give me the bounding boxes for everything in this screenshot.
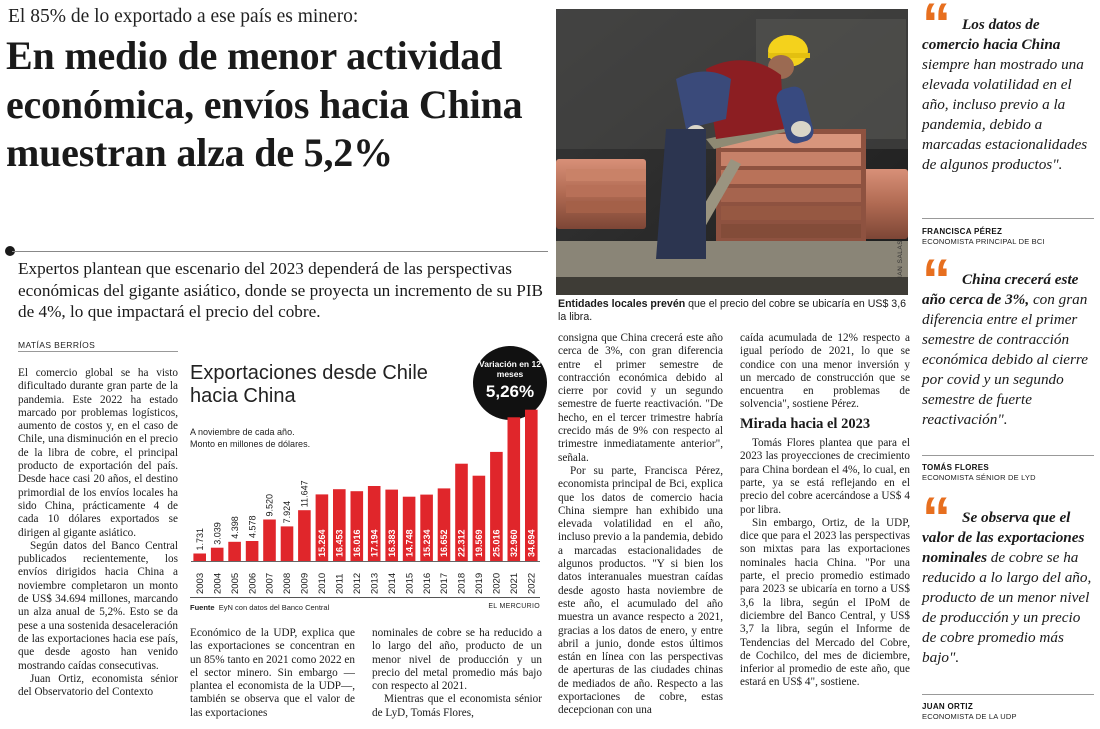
exports-chart [188,354,544,616]
quote-author: TOMÁS FLORES [922,463,990,472]
bar-value-label: 22.312 [456,529,467,557]
chart-divider [190,597,540,598]
x-tick-label: 2011 [334,573,346,594]
badge-label: Variación en 12 meses [479,359,541,379]
paragraph: El comercio global se ha visto dificultado durante gran parte de la pandemia. Este 2022 ha estado marcado por problemas logísticos, aumento de costos y, en el caso de Chile, una disminución en el precio de la libra de cobre, el principal producto de exportación del país. Desde hace casi 20 años, el destino primordial de los envíos locales ha sido China, prácticamente 4 de cada 10 dólares exportados se dirigen al gigante asiático. [18,367,178,539]
x-tick-label: 2008 [282,572,294,594]
chart-source [190,603,329,612]
x-tick-label: 2016 [421,572,433,594]
quote-author-role: ECONOMISTA DE LA UDP [922,712,1017,721]
x-tick-label: 2005 [229,572,241,594]
bar-chart-svg [188,354,544,598]
bar-value-label: 17.194 [369,529,380,557]
photo-caption [558,298,908,324]
paragraph: Mientras que el economista sénior de LyD, Tomás Flores, [372,693,542,719]
deck: Expertos plantean que escenario del 2023 dependerá de las perspectivas económicas del gigante asiático, donde se proyecta un incremento de su PIB de 4%, lo que impactará el precio del cobre. [18,259,544,321]
bar-2007 [263,520,276,562]
bar-value-label: 32.960 [509,529,519,557]
paragraph: consigna que China crecerá este año cerca de 3%, con gran diferencia entre el primer semestre de contracción económica debido al cierre por covid y un segundo semestre de fuerte reactivación. "De hecho, en el tercer trimestre habría crecido más de 9% con respecto al trimestre inmediatamente anterior", señala. [558,332,723,464]
quote-mark-icon: “ [922,248,951,313]
bar-value-label: 4.398 [229,516,240,539]
quote-divider [922,455,1094,456]
bar-2003 [193,554,206,562]
bar-value-label: 9.520 [264,493,275,517]
photo-copper-worker [556,9,908,295]
subheading: Mirada hacia el 2023 [740,415,871,432]
chart-subtitle-line: A noviembre de cada año. [190,427,295,437]
x-tick-label: 2017 [439,572,451,594]
caption-text: que el precio del cobre se ubicaría en US$ 3,6 la libra. [558,298,907,323]
paragraph: nominales de cobre se ha reducido a lo largo del año, producto de un menor nivel de producción y un precio del metal promedio más bajo con respecto al 2021. [372,627,542,693]
quote-mark-icon: “ [922,0,951,57]
photo-credit: IAN SALAS [897,239,904,278]
paragraph: Juan Ortiz, economista sénior del Observatorio del Contexto [18,672,178,699]
bar-value-label: 15.234 [421,529,432,557]
pull-quote [922,15,1094,175]
quote-text: con gran diferencia entre el primer semestre de contracción económica debido al cierre por covid y un segundo semestre de fuerte reactivación". [922,291,1089,428]
column-5 [740,332,910,729]
x-tick-label: 2012 [352,572,363,594]
quote-bold: Los datos de comercio hacia China [922,16,1061,53]
source-text: EyN con datos del Banco Central [218,603,330,612]
bar-value-label: 16.016 [352,529,362,557]
x-tick-label: 2006 [247,572,259,594]
chart-subtitle-line: Monto en millones de dólares. [190,438,311,449]
pull-quote [922,270,1094,430]
quote-author-role: ECONOMISTA SÉNIOR DE LYD [922,473,1036,482]
source-label: Fuente [190,603,215,612]
chart-credit: EL MERCURIO [488,603,540,610]
column-1 [18,367,178,729]
x-tick-label: 2004 [212,572,224,594]
caption-bold: Entidades locales prevén [558,298,686,310]
bar-value-label: 34.694 [526,529,537,557]
quote-divider [922,218,1094,219]
column-2 [190,627,355,729]
headline-divider [12,251,548,252]
chart-title: Exportaciones desde Chile hacia China [190,362,428,407]
bar-2009 [298,510,311,561]
x-tick-label: 2003 [194,572,206,594]
paragraph: Por su parte, Francisca Pérez, economista principal de Bci, explica que los datos de comercio hacia China siempre han exhibido una elevada volatilidad en el año, incluso previo a la pandemia, debido a marcadas estacionalidades de algunos productos. "Y si bien los datos interanuales muestran caídas desde agosto hasta noviembre de este año, el acumulado del año muestra un avance respecto a 2021, gracias a los datos de enero, y entre abril a junio, donde estos últimos están en línea con las perspectivas de aperturas de las ciudades chinas de mediados de año. Respecto a las exportaciones de cobre, estas decepcionan con una [558,464,723,717]
paragraph: caída acumulada de 12% respecto a igual período de 2021, lo que se condice con una menor inversión y un mercado de construcción que se encuentra en problemas de solvencia", sostiene Pérez. [740,332,910,411]
x-tick-label: 2009 [299,572,311,594]
x-tick-label: 2010 [317,572,329,594]
bar-value-label: 14.748 [404,529,415,557]
bar-2004 [211,548,224,561]
quote-author: JUAN ORTIZ [922,702,973,711]
quote-author: FRANCISCA PÉREZ [922,227,1003,236]
quotes-sidebar [922,0,1100,729]
x-tick-label: 2022 [526,572,538,594]
quote-text: de cobre se ha reducido a lo largo del año, producto de un menor nivel de producción y un precio de cobre promedio más bajo". [922,549,1092,666]
bar-value-label: 15.264 [317,529,328,557]
x-tick-label: 2014 [386,572,398,594]
bar-value-label: 25.016 [491,529,502,557]
bar-value-label: 11.647 [299,480,310,508]
column-3 [372,627,542,729]
quote-bold: Se observa que el valor de las exportaciones nominales [922,509,1085,566]
x-tick-label: 2007 [264,572,276,594]
column-4 [558,332,723,729]
x-tick-label: 2013 [369,572,381,594]
bar-value-label: 4.578 [247,515,258,538]
bar-value-label: 16.652 [439,529,450,557]
quote-text: siempre han mostrado una elevada volatilidad en el año, incluso previo a la pandemia, debido a marcadas estacionalidades de algunos productos". [922,56,1088,173]
bar-value-label: 19.569 [474,529,485,557]
photo-illustration [556,9,908,295]
quote-author-role: ECONOMISTA PRINCIPAL DE BCI [922,237,1045,246]
paragraph: Económico de la UDP, explica que las exportaciones se concentran en un 85% tanto en 2021 como 2022 en el sector minero. Sin embargo —plantea el economista de la UDP—, también se observa que el valor de las exportaciones [190,627,355,719]
bar-2006 [246,541,259,561]
bar-value-label: 1.731 [194,527,205,551]
byline-divider [18,351,178,352]
kicker: El 85% de lo exportado a ese país es minero: [8,6,359,27]
quote-bold: China crecerá este año cerca de 3%, [922,271,1079,308]
headline: En medio de menor actividad económica, envíos hacia China muestran alza de 5,2% [6,33,523,175]
bar-2008 [281,526,294,561]
paragraph: Sin embargo, Ortiz, de la UDP, dice que para el 2023 las perspectivas son mixtas para las exportaciones nominales hacia China. "Por una parte, el precio promedio estimado para 2023 se ubicaría en torno a US$ 3,6 la libra, según el IPoM de diciembre del Banco Central, y US$ 3,7 la libra, según el Informe de Tendencias del Mercado del Cobre, de Cochilco, del mes de diciembre, inferior al promedio de este año, que estará en US$ 4", sostiene. [740,516,910,689]
x-tick-label: 2015 [404,572,416,594]
quote-divider [922,694,1094,695]
bar-value-label: 7.924 [282,500,293,524]
paragraph: Tomás Flores plantea que para el 2023 las proyecciones de crecimiento para China bordean el 4%, lo cual, en parte, ya se está reflejando en el precio del cobre acercándose a US$ 4 por libra. [740,437,910,516]
quote-mark-icon: “ [922,486,951,551]
bar-value-label: 16.383 [386,529,397,557]
badge-value: 5,26% [485,382,535,401]
pull-quote [922,508,1094,668]
x-tick-label: 2020 [491,572,503,594]
bar-value-label: 16.453 [334,529,345,557]
bar-value-label: 3.039 [212,522,223,545]
bar-2005 [228,542,241,561]
byline: MATÍAS BERRÍOS [18,340,96,350]
x-tick-label: 2018 [456,572,468,594]
paragraph: Según datos del Banco Central publicados recientemente, los envíos dirigidos hacia China a noviembre completaron un monto de US$ 34.694 millones, marcando un alza anual de 5,2%. Esto se da pese a una sostenida desaceleración de las exportaciones hacia ese país, que desde agosto han venido mostrando caídas consecutivas. [18,539,178,672]
x-tick-label: 2019 [474,572,486,594]
x-tick-label: 2021 [509,572,520,594]
